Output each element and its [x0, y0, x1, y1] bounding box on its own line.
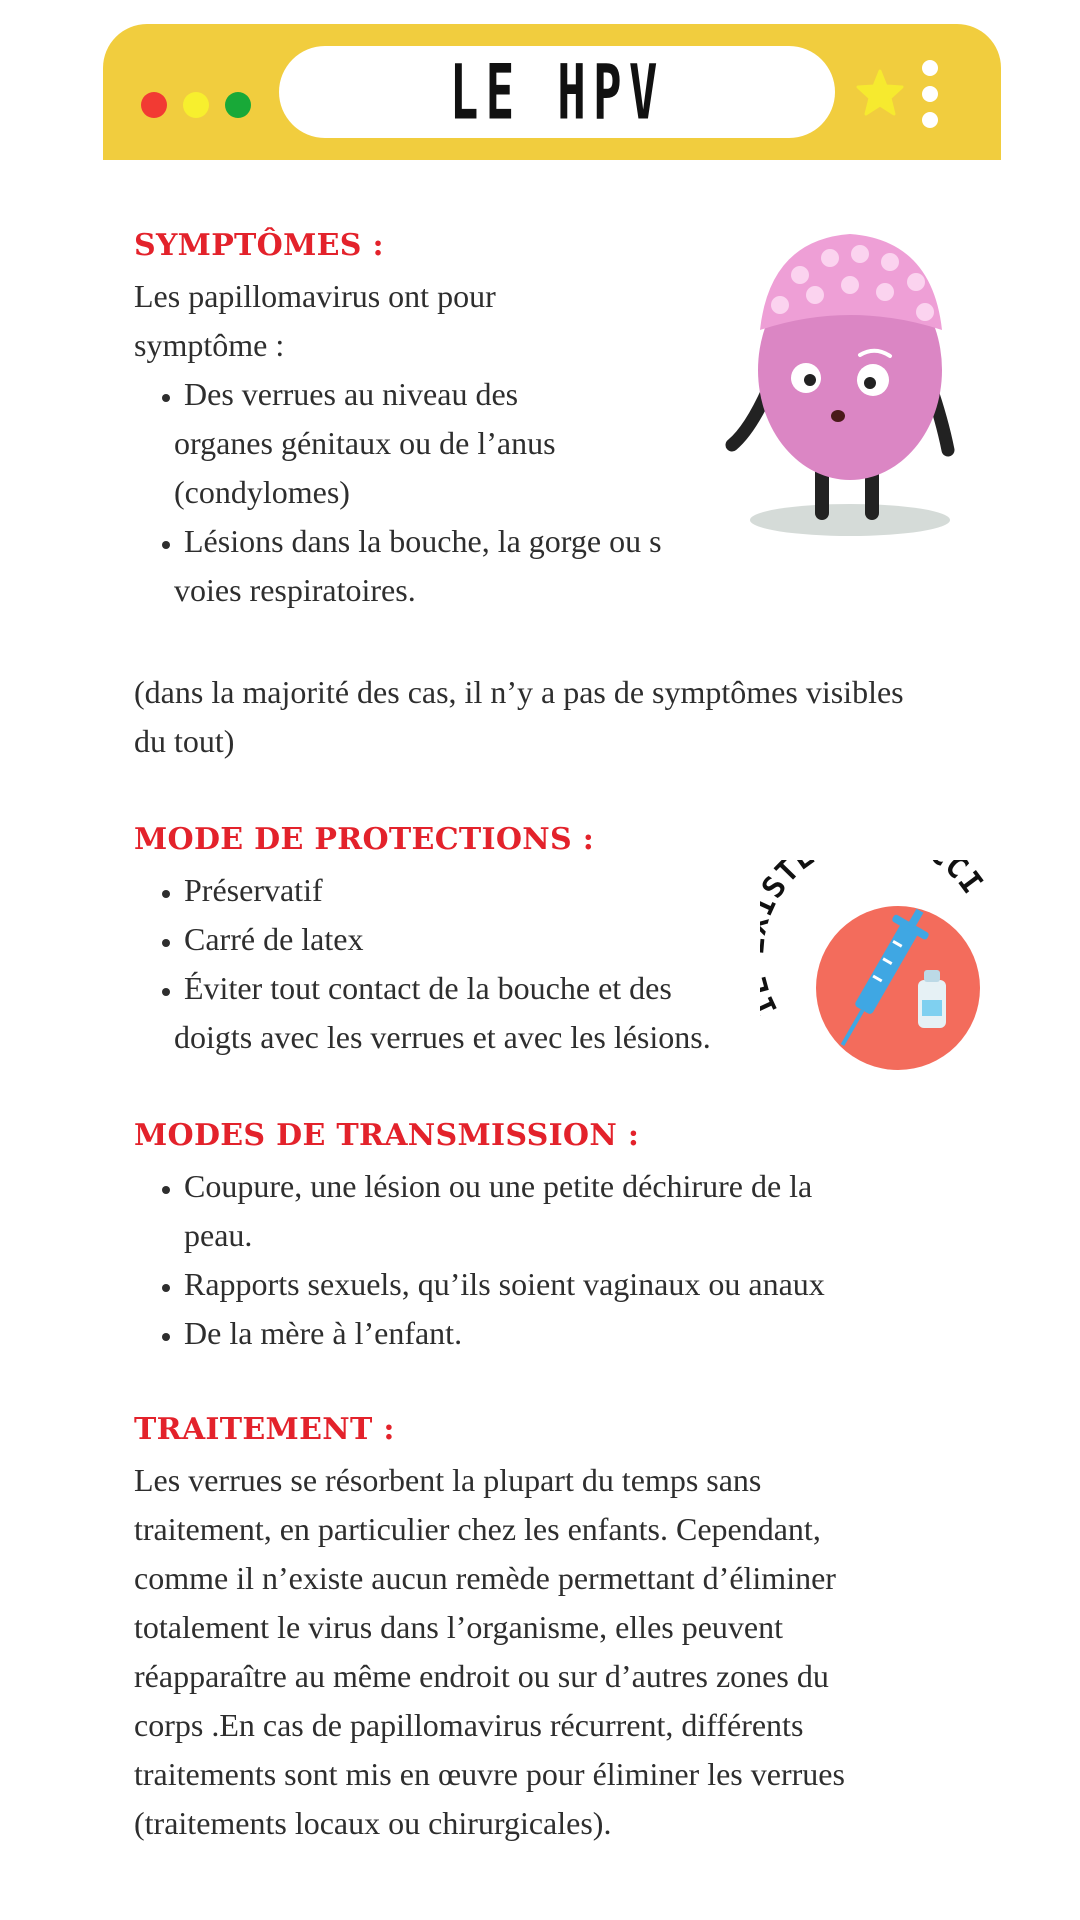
symptomes-intro: Les papillomavirus ont pour symptôme : [134, 278, 496, 363]
more-vertical-icon[interactable] [920, 60, 940, 130]
star-icon[interactable] [855, 68, 905, 118]
list-item: • De la mère à l’enfant. [184, 1309, 984, 1358]
list-item: • Éviter tout contact de la bouche et des doigts avec les verrues et avec les lésions. [184, 964, 864, 1062]
transmission-list [134, 1162, 984, 1358]
list-item: • Préservatif [184, 866, 864, 915]
heading-symptomes: SYMPTÔMES : [134, 228, 384, 263]
heading-protection: MODE DE PROTECTIONS : [134, 822, 595, 857]
vaccine-badge-text: T CI [768, 860, 990, 902]
list-item: • Coupure, une lésion ou une petite déchirure de la peau. [184, 1162, 984, 1260]
window-dot-yellow [183, 92, 209, 118]
protection-list [134, 866, 864, 1062]
list-item: • Rapports sexuels, qu’ils soient vaginaux ou anaux [184, 1260, 984, 1309]
symptomes-note: (dans la majorité des cas, il n’y a pas de symptômes visibles du tout) [134, 674, 904, 759]
vaccine-badge [760, 860, 990, 1080]
list-item: • Carré de latex [184, 915, 864, 964]
list-item: • Lésions dans la bouche, la gorge ou s voies respiratoires. [184, 517, 824, 615]
header-bar [103, 24, 1001, 160]
list-item: • Des verrues au niveau des organes génitaux ou de l’anus (condylomes) [184, 370, 824, 517]
virus-mascot-icon [720, 220, 1000, 540]
title-bar [279, 46, 835, 138]
vaccine-illustration [760, 860, 990, 1080]
window-dot-green [225, 92, 251, 118]
heading-traitement: TRAITEMENT : [134, 1412, 395, 1447]
window-dot-red [141, 92, 167, 118]
page-title: LE HPV [449, 47, 665, 137]
traitement-text: Les verrues se résorbent la plupart du temps sans traitement, en particulier chez les enfants. Cependant, comme il n’existe aucun remède permettant d’éliminer totalement le virus dans l’organisme, elles peuvent réapparaître au même endroit ou sur d’autres zones du corps .En cas de papillomavirus récurrent, différents traitements sont mis en œuvre pour éliminer les verrues (traitements locaux ou chirurgicales). [134, 1462, 845, 1841]
heading-transmission: MODES DE TRANSMISSION : [134, 1118, 640, 1153]
